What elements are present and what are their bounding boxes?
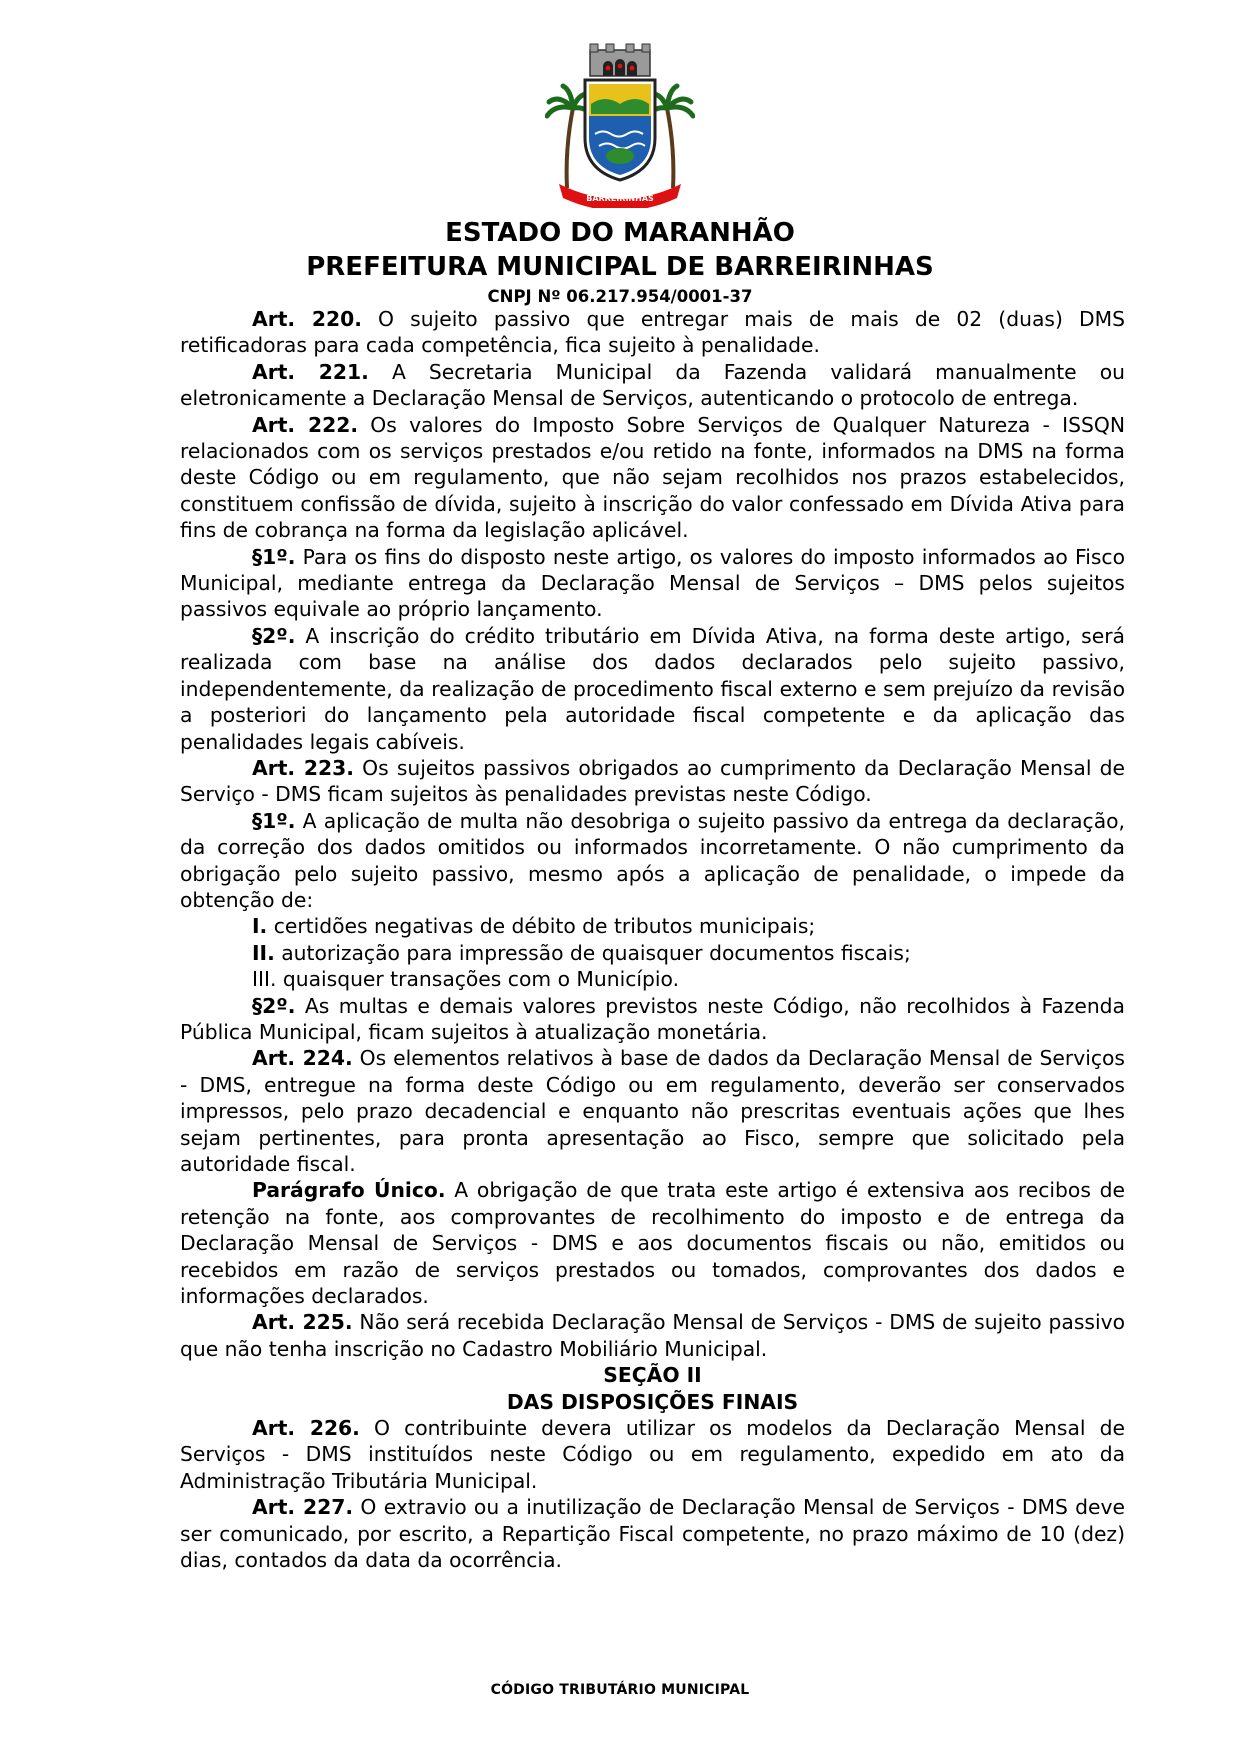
article-text: Os elementos relativos à base de dados da Declaração Mensal de Serviços - DMS, entregue na forma deste Código ou em regulamento, deverão ser conservados impressos, pelo prazo decadencial e enquanto não prescritas eventuais ações que lhes sejam pertinentes, para pronta apresentação ao Fisco, sempre que solicitado pela autoridade fiscal. (180, 1046, 1126, 1176)
article-text: O sujeito passivo que entregar mais de mais de 02 (duas) DMS retificadoras para cada competência, fica sujeito à penalidade. (180, 307, 1125, 358)
list-item (180, 913, 1125, 939)
document-body (180, 306, 1125, 1574)
article-label: Art. 226. (252, 1416, 360, 1441)
article-paragraph (180, 1415, 1125, 1494)
item-text: certidões negativas de débito de tributos municipais; (267, 914, 816, 939)
article-label: Art. 227. (252, 1495, 354, 1520)
article-label: §2º. (252, 623, 296, 648)
article-paragraph (180, 993, 1125, 1046)
cnpj-number: CNPJ Nº 06.217.954/0001-37 (487, 287, 753, 306)
article-label: Art. 222. (252, 412, 359, 437)
crest-ribbon-text: BARREIRINHAS (586, 194, 654, 203)
article-paragraph (180, 1045, 1125, 1177)
article-label: Art. 221. (252, 359, 369, 384)
list-item (180, 940, 1125, 966)
article-label: Art. 225. (252, 1310, 353, 1335)
list-item (180, 966, 1125, 992)
article-paragraph (180, 306, 1125, 359)
section-number: SEÇÃO II (603, 1363, 702, 1388)
article-text: A Secretaria Municipal da Fazenda validará manualmente ou eletronicamente a Declaração Mensal de Serviços, autenticando o protocolo de entrega. (180, 359, 1126, 411)
article-label: Art. 224. (252, 1046, 353, 1071)
article-paragraph (180, 544, 1125, 623)
article-paragraph (180, 1309, 1125, 1362)
state-name: ESTADO DO MARANHÃO (445, 218, 795, 248)
article-label: Art. 223. (252, 755, 354, 780)
item-text: III. quaisquer transações com o Município. (252, 967, 680, 992)
article-paragraph (180, 412, 1125, 544)
article-text: A inscrição do crédito tributário em Dívida Ativa, na forma deste artigo, será realizada com base na análise dos dados declarados pelo sujeito passivo, independentemente, da realização de procedimento fiscal externo e sem prejuízo da revisão a posteriori do lançamento pela autoridade fiscal competente e da aplicação das penalidades legais cabíveis. (180, 623, 1125, 754)
article-text: A obrigação de que trata este artigo é extensiva aos recibos de retenção na fonte, aos comprovantes de recolhimento do imposto e de entrega da Declaração Mensal de Serviços - DMS e aos documentos fiscais ou não, emitidos ou recebidos em razão de serviços prestados ou tomados, comprovantes dos dados e informações declarados. (180, 1178, 1125, 1309)
article-label: Parágrafo Único. (252, 1178, 446, 1203)
municipal-coat-of-arms (545, 38, 695, 208)
article-label: §1º. (252, 544, 296, 569)
article-paragraph (180, 359, 1125, 412)
article-paragraph (180, 808, 1125, 914)
article-label: §2º. (252, 993, 296, 1018)
article-paragraph (180, 623, 1125, 755)
article-text: Para os fins do disposto neste artigo, os valores do imposto informados ao Fisco Municipal, mediante entrega da Declaração Mensal de Serviços – DMS pelos sujeitos passivos equivale ao próprio lançamento. (180, 544, 1125, 622)
article-label: Art. 220. (252, 307, 362, 331)
article-text: Não será recebida Declaração Mensal de Serviços - DMS de sujeito passivo que não tenha inscrição no Cadastro Mobiliário Municipal. (180, 1310, 1126, 1361)
article-text: Os sujeitos passivos obrigados ao cumprimento da Declaração Mensal de Serviço - DMS ficam sujeitos às penalidades previstas neste Código. (180, 755, 1125, 807)
article-paragraph (180, 1494, 1125, 1573)
section-title: DAS DISPOSIÇÕES FINAIS (506, 1389, 799, 1414)
article-text: Os valores do Imposto Sobre Serviços de Qualquer Natureza - ISSQN relacionados com os serviços prestados e/ou retido na fonte, informados na DMS na forma deste Código ou em regulamento, que não sejam recolhidos nos prazos estabelecidos, constituem confissão de dívida, sujeito à inscrição do valor confessado em Dívida Ativa para fins de cobrança na forma da legislação aplicável. (180, 412, 1125, 543)
item-text: autorização para impressão de quaisquer documentos fiscais; (274, 940, 911, 965)
prefecture-name: PREFEITURA MUNICIPAL DE BARREIRINHAS (306, 252, 934, 282)
item-label: II. (252, 940, 275, 965)
page-footer: CÓDIGO TRIBUTÁRIO MUNICIPAL (490, 1682, 750, 1698)
article-paragraph (180, 1177, 1125, 1309)
article-paragraph (180, 755, 1125, 808)
article-text: As multas e demais valores previstos neste Código, não recolhidos à Fazenda Pública Municipal, ficam sujeitos à atualização monetária. (180, 993, 1125, 1044)
article-text: A aplicação de multa não desobriga o sujeito passivo da entrega da declaração, da correção dos dados omitidos ou informados incorretamente. O não cumprimento da obrigação pelo sujeito passivo, mesmo após a aplicação de penalidade, o impede da obtenção de: (180, 808, 1125, 912)
item-label: I. (252, 914, 268, 939)
article-text: O extravio ou a inutilização de Declaração Mensal de Serviços - DMS deve ser comunicado, por escrito, a Repartição Fiscal competente, no prazo máximo de 10 (dez) dias, contados da data da ocorrência. (180, 1495, 1125, 1573)
article-text: O contribuinte devera utilizar os modelos da Declaração Mensal de Serviços - DMS instituídos neste Código ou em regulamento, expedido em ato da Administração Tributária Municipal. (180, 1416, 1125, 1493)
article-label: §1º. (252, 808, 296, 833)
